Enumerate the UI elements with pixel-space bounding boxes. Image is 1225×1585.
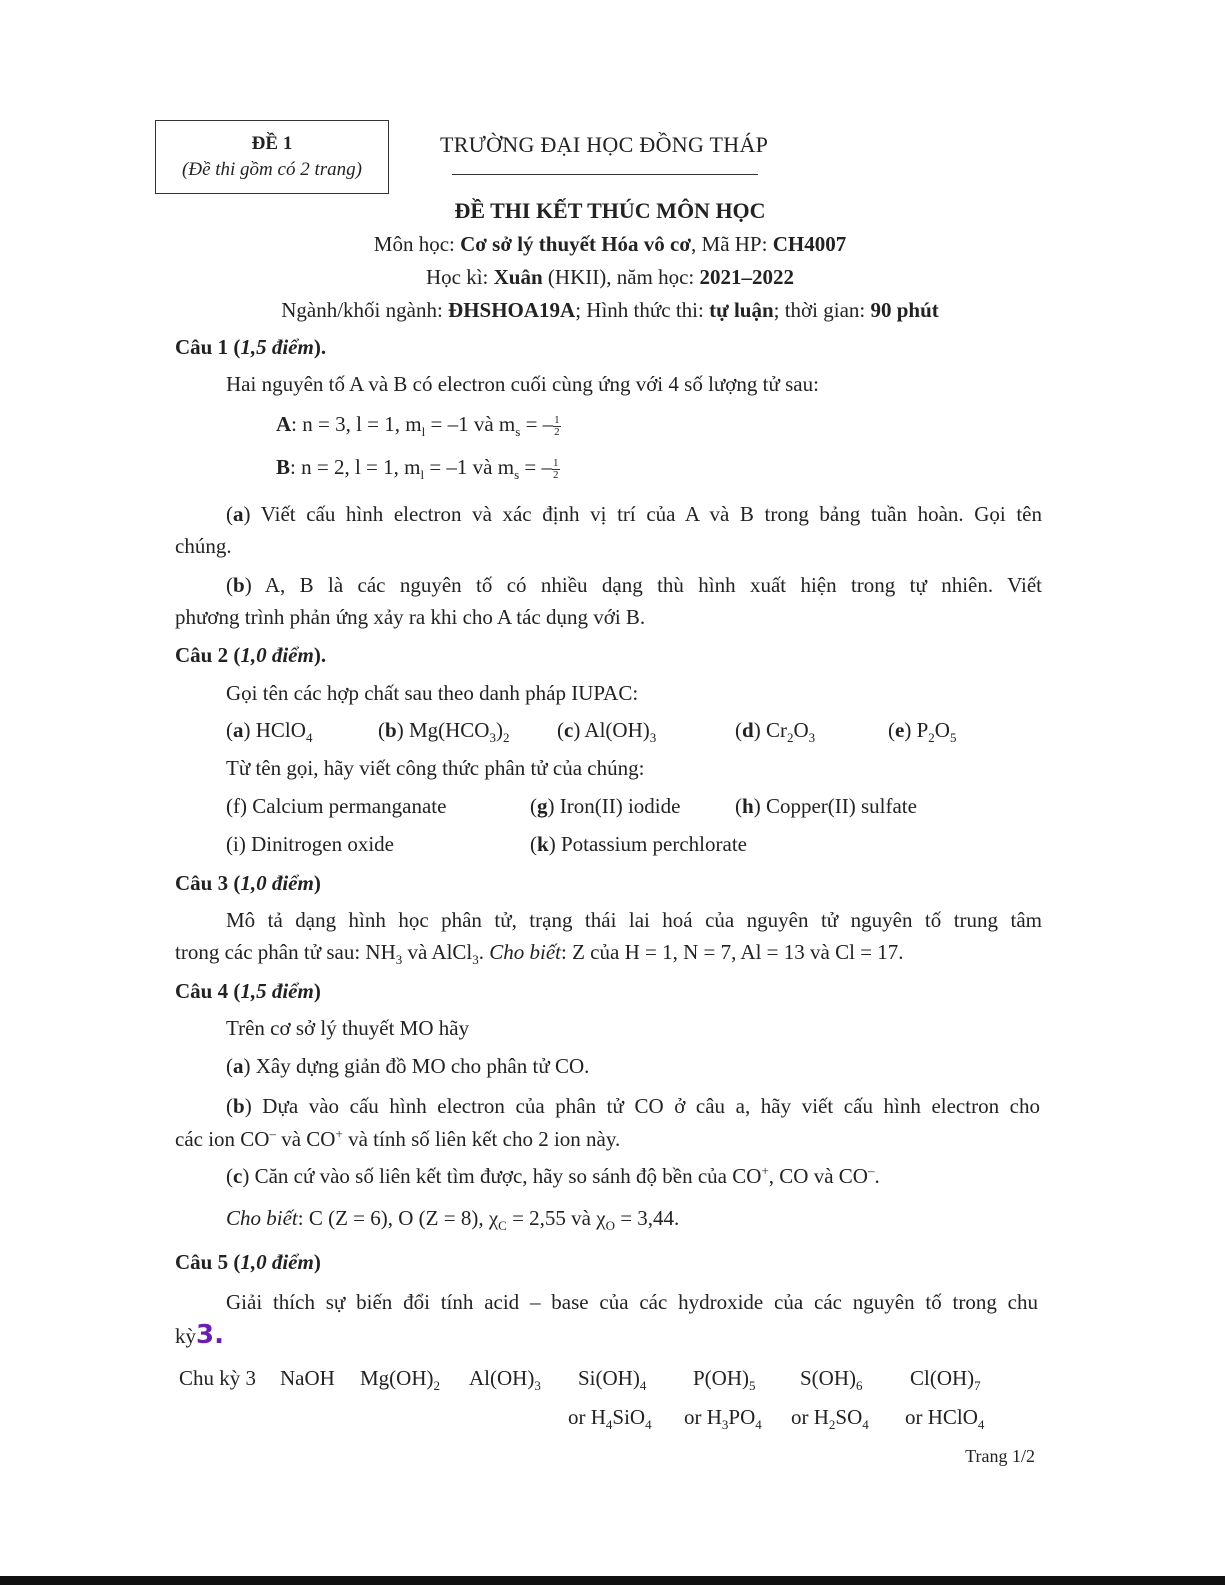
compound-e: (e) $P_2O_5$ <box>888 718 957 746</box>
hydroxide-s: $S(OH)_6$ <box>800 1366 863 1394</box>
name-h: (h) Copper(II) sulfate <box>735 794 917 818</box>
exam-code: ĐỀ 1 <box>251 133 293 154</box>
acid-p: or $H_3PO_4$ <box>684 1405 762 1433</box>
compound-b: (b) $Mg(HCO_3)_2$ <box>378 718 510 746</box>
name-i: (i) Dinitrogen oxide <box>226 832 394 856</box>
question-5-line-2: kỳ3. <box>175 1320 224 1350</box>
question-2-intro: Gọi tên các hợp chất sau theo danh pháp IUPAC: <box>226 681 639 705</box>
question-5-line-1: Giải thích sự biến đổi tính acid – base của các hydroxide của các nguyên tố trong chu <box>226 1290 1038 1314</box>
page-number: Trang 1/2 <box>965 1446 1035 1466</box>
name-g: (g) Iron(II) iodide <box>530 794 681 818</box>
question-4-part-c: (c) Căn cứ vào số liên kết tìm được, hãy so sánh độ bền của CO+, CO và CO–. <box>226 1163 880 1188</box>
page-count-note: (Đề thi gồm có 2 trang) <box>182 159 362 180</box>
hydroxide-si: $Si(OH)_4$ <box>578 1366 647 1394</box>
school-underline <box>452 174 758 175</box>
question-3-line-1: Mô tả dạng hình học phân tử, trạng thái lai hoá của nguyên tử nguyên tố trung tâm <box>226 908 1042 932</box>
exam-code-box <box>155 120 389 194</box>
acid-si: or $H_4SiO_4$ <box>568 1405 652 1433</box>
question-4-part-a: (a) Xây dựng giản đồ MO cho phân tử CO. <box>226 1054 590 1078</box>
question-4-heading: Câu 4 (1,5 điểm) <box>175 979 321 1003</box>
fraction-half: $\frac{1}{2}$ <box>554 413 560 438</box>
compound-d: (d) $Cr_2O_3$ <box>735 718 816 746</box>
period-label: Chu kỳ 3 <box>179 1366 257 1390</box>
question-1-part-b: (b) A, B là các nguyên tố có nhiều dạng thù hình xuất hiện trong tự nhiên. Viết <box>226 573 1043 597</box>
question-2-intro-2: Từ tên gọi, hãy viết công thức phân tử của chúng: <box>226 756 645 780</box>
quantum-numbers-b: B: n = 2, l = 1, $m_l = -1$ và $m_s$ = – $\frac{1}{2}$ <box>276 455 559 483</box>
acid-s: or $H_2SO_4$ <box>791 1405 869 1433</box>
name-f: (f) Calcium permanganate <box>226 794 447 818</box>
question-1-part-b-cont: phương trình phản ứng xảy ra khi cho A tác dụng với B. <box>175 605 646 629</box>
quantum-numbers-a: A: n = 3, l = 1, $m_l = -1$ và $m_s$ = – $\frac{1}{2}$ <box>276 412 560 440</box>
question-1-intro: Hai nguyên tố A và B có electron cuối cùng ứng với 4 số lượng tử sau: <box>226 372 819 396</box>
hydroxide-p: $P(OH)_5$ <box>693 1366 756 1394</box>
term-line: Học kì: Xuân (HKII), năm học: 2021–2022 <box>425 265 795 289</box>
question-5-heading: Câu 5 (1,0 điểm) <box>175 1250 321 1274</box>
question-1-part-a-cont: chúng. <box>175 534 232 558</box>
hydroxide-al: $Al(OH)_3$ <box>469 1366 541 1394</box>
question-3-line-2: trong các phân tử sau: $NH_3$ và AlCl$_3$. Cho biết: Z của H = 1, N = 7, Al = 13 và Cl = 17. <box>175 940 904 968</box>
hydroxide-mg: $Mg(OH)_2$ <box>360 1366 440 1394</box>
name-k: (k) Potassium perchlorate <box>530 832 747 856</box>
hydroxide-na: NaOH <box>280 1366 335 1390</box>
fraction-half: $\frac{1}{2}$ <box>553 456 559 481</box>
acid-cl: or HClO$_4$ <box>905 1405 985 1433</box>
hydroxide-cl: $Cl(OH)_7$ <box>910 1366 981 1394</box>
question-1-part-a: (a) Viết cấu hình electron và xác định vị trí của A và B trong bảng tuần hoàn. Gọi tên <box>226 502 1042 526</box>
question-4-part-b: (b) Dựa vào cấu hình electron của phân tử CO ở câu a, hãy viết cấu hình electron cho <box>226 1094 1040 1118</box>
question-1-heading: Câu 1 (1,5 điểm). <box>175 335 327 359</box>
question-2-heading: Câu 2 (1,0 điểm). <box>175 643 327 667</box>
exam-title: ĐỀ THI KẾT THÚC MÔN HỌC <box>454 198 766 223</box>
compound-c: (c) $Al(OH)_3$ <box>557 718 657 746</box>
question-3-heading: Câu 3 (1,0 điểm) <box>175 871 321 895</box>
compound-a: (a) HClO$_4$ <box>226 718 313 746</box>
question-4-part-b-cont: các ion CO– và CO+ và tính số liên kết cho 2 ion này. <box>175 1126 621 1151</box>
school-name: TRƯỜNG ĐẠI HỌC ĐỒNG THÁP <box>440 132 769 157</box>
subject-line: Môn học: Cơ sở lý thuyết Hóa vô cơ, Mã HP: CH4007 <box>373 232 847 256</box>
handwritten-correction: 3. <box>196 1320 224 1350</box>
question-4-intro: Trên cơ sở lý thuyết MO hãy <box>226 1016 470 1040</box>
question-4-given: Cho biết: C (Z = 6), O (Z = 8), $\chi_C = 2,55$ và $\chi_O = 3,44$. <box>226 1206 680 1234</box>
major-line: Ngành/khối ngành: ĐHSHOA19A; Hình thức thi: tự luận; thời gian: 90 phút <box>281 298 939 322</box>
scan-edge <box>0 1576 1225 1585</box>
